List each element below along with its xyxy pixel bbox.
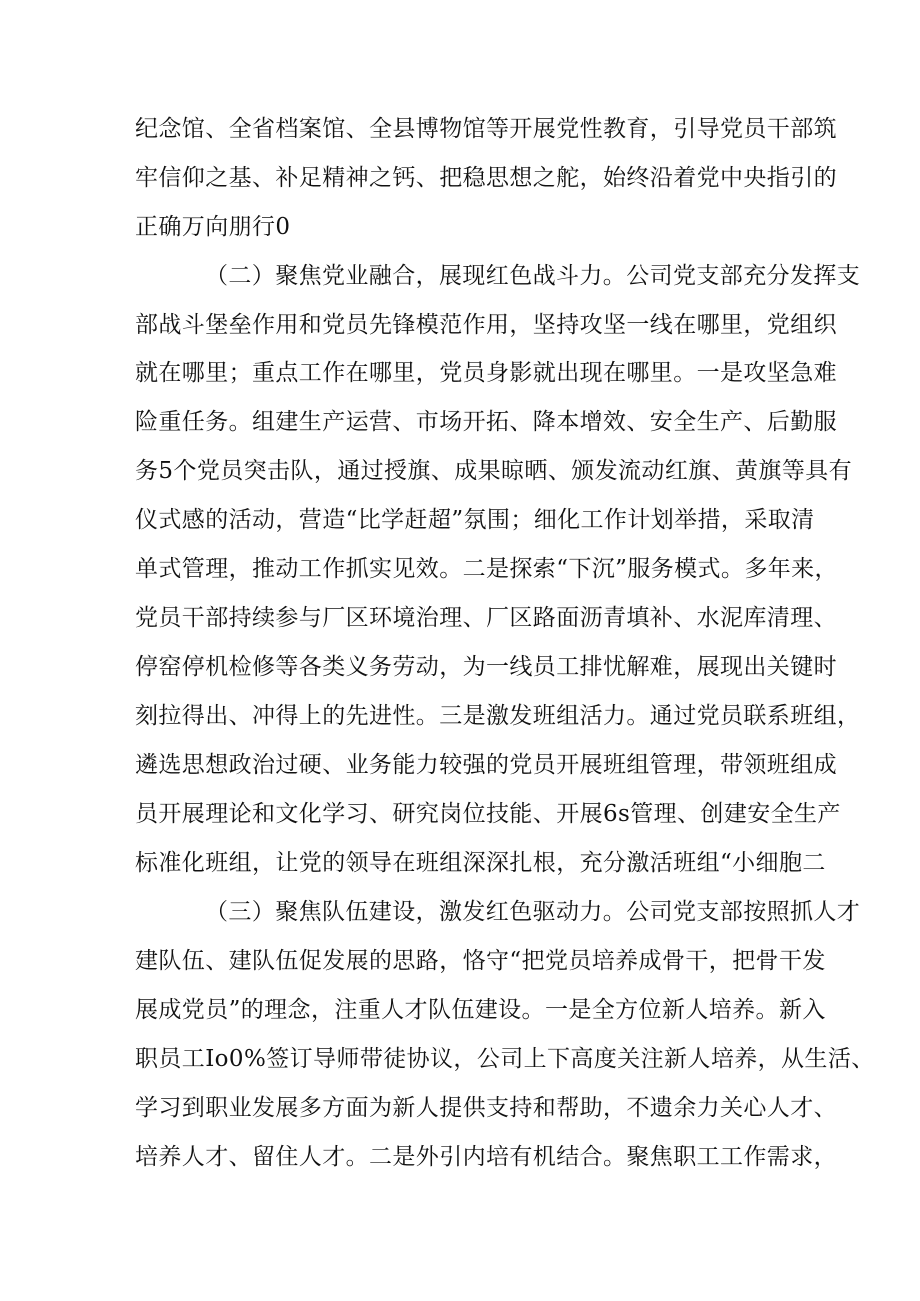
text-line: 牢信仰之基、补足精神之钙、把稳思想之舵，始终沿着党中央指引的	[135, 165, 837, 191]
text-line: 培养人才、留住人才。二是外引内培有机结合。聚焦职工工作需求，	[135, 1144, 837, 1170]
text-line: 仪式感的活动，营造“比学赶超”氛围；细化工作计划举措，采取清	[135, 507, 815, 533]
text-line: 务5个党员突击队，通过授旗、成果晾晒、颁发流动红旗、黄旗等具有	[135, 458, 853, 484]
text-line: 部战斗堡垒作用和党员先锋模范作用，坚持攻坚一线在哪里，党组织	[135, 312, 837, 338]
text-line: 学习到职业发展多方面为新人提供支持和帮助，不遗余力关心人才、	[135, 1095, 837, 1121]
text-line: 刻拉得出、冲得上的先进性。三是激发班组活力。通过党员联系班组，	[135, 703, 861, 729]
text-line: 遴选思想政治过硬、业务能力较强的党员开展班组管理，带领班组成	[135, 752, 837, 778]
text-line: 就在哪里；重点工作在哪里，党员身影就出现在哪里。一是攻坚急难	[135, 360, 837, 386]
section-two-heading-line: （二）聚焦党业融合，展现红色战斗力。公司党支部充分发挥支	[205, 263, 861, 289]
text-line: 险重任务。组建生产运营、市场开拓、降本增效、安全生产、后勤服	[135, 409, 837, 435]
text-line: 单式管理，推动工作抓实见效。二是探索“下沉”服务模式。多年来，	[135, 556, 838, 582]
text-line: 建队伍、建队伍促发展的思路，恪守“把党员培养成骨干，把骨干发	[135, 948, 826, 974]
text-line: 展成党员”的理念，注重人才队伍建设。一是全方位新人培养。新入	[135, 997, 826, 1023]
text-line: 停窑停机检修等各类义务劳动，为一线员工排忧解难，展现出关键时	[135, 654, 837, 680]
text-line: 党员干部持续参与厂区环境治理、厂区路面沥青填补、水泥库清理、	[135, 605, 837, 631]
text-line: 标准化班组，让党的领导在班组深深扎根，充分激活班组“小细胞二	[135, 850, 826, 876]
text-line: 正确万向朋行0	[135, 214, 291, 240]
section-three-heading-line: （三）聚焦队伍建设，激发红色驱动力。公司党支部按照抓人才	[205, 899, 861, 925]
text-line: 纪念馆、全省档案馆、全县博物馆等开展党性教育，引导党员干部筑	[135, 116, 837, 142]
text-line: 职员工Io0%签订导师带徒协议，公司上下高度关注新人培养，从生活、	[135, 1046, 875, 1072]
text-line: 员开展理论和文化学习、研究岗位技能、开展6s管理、创建安全生产	[135, 801, 841, 827]
